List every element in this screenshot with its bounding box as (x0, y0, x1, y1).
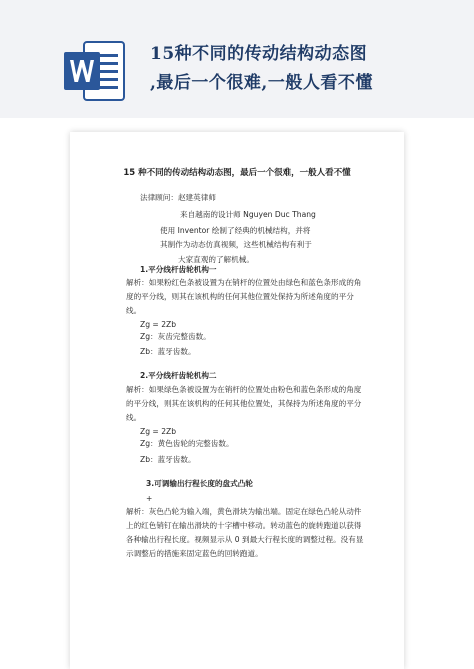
section-1-heading: 1.平分线杆齿轮机构一 (140, 265, 217, 274)
section-2-heading: 2.平分线杆齿轮机构二 (140, 371, 217, 380)
section-2-formula: Zg = 2Zb (140, 427, 177, 436)
section-2-analysis: 解析：如果绿色条被设置为在销杆的位置处由粉色和蓝色条形成的角度的平分线，则其在该机构的任何其他位置处，其保持为所述角度的平分线。 (126, 385, 362, 422)
header-title-line-1: 15种不同的传动结构动态图 (150, 44, 368, 64)
document-page (70, 132, 404, 669)
word-document-icon (62, 38, 128, 104)
section-1-zb: Zb：蓝牙齿数。 (140, 347, 196, 356)
section-3-analysis: 解析：灰色凸轮为输入端，黄色滑块为输出端。固定在绿色凸轮从动件上的红色销钉在输出滑块的十字槽中移动。转动蓝色的旋转跑道以获得各种输出行程长度。视频显示从 0 到最大行程长度的调整过程。没有显示调整后的措施来固定蓝色的回转跑道。 (126, 507, 364, 558)
intro-line-2: 使用 Inventor 绘制了经典的机械结构，并将 (160, 226, 311, 235)
intro-line-4: 大家直观的了解机械。 (178, 255, 254, 264)
header-title-line-2: ,最后一个很难,一般人看不懂 (150, 73, 373, 93)
intro-line-3: 其制作为动态仿真视频，这些机械结构有利于 (160, 240, 312, 249)
advisor-line: 法律顾问：赵建英律师 (140, 193, 216, 202)
header-title (150, 40, 460, 98)
header-banner (0, 0, 474, 118)
section-2-zb: Zb：蓝牙齿数。 (140, 455, 196, 464)
document-title: 15 种不同的传动结构动态图，最后一个很难，一般人看不懂 (123, 168, 351, 178)
section-1-zg: Zg：灰齿完整齿数。 (140, 332, 211, 341)
section-1-analysis: 解析：如果粉红色条被设置为在销杆的位置处由绿色和蓝色条形成的角度的平分线，则其在该机构的任何其他位置处保持为所述角度的平分线。 (126, 278, 362, 315)
intro-line-1: 来自越南的设计师 Nguyen Duc Thang (180, 210, 316, 219)
section-1-formula: Zg = 2Zb (140, 320, 177, 329)
section-3-plus: + (146, 494, 153, 503)
section-3-heading: 3.可调输出行程长度的盘式凸轮 (146, 479, 253, 488)
section-2-zg: Zg：黄色齿轮的完整齿数。 (140, 439, 234, 448)
